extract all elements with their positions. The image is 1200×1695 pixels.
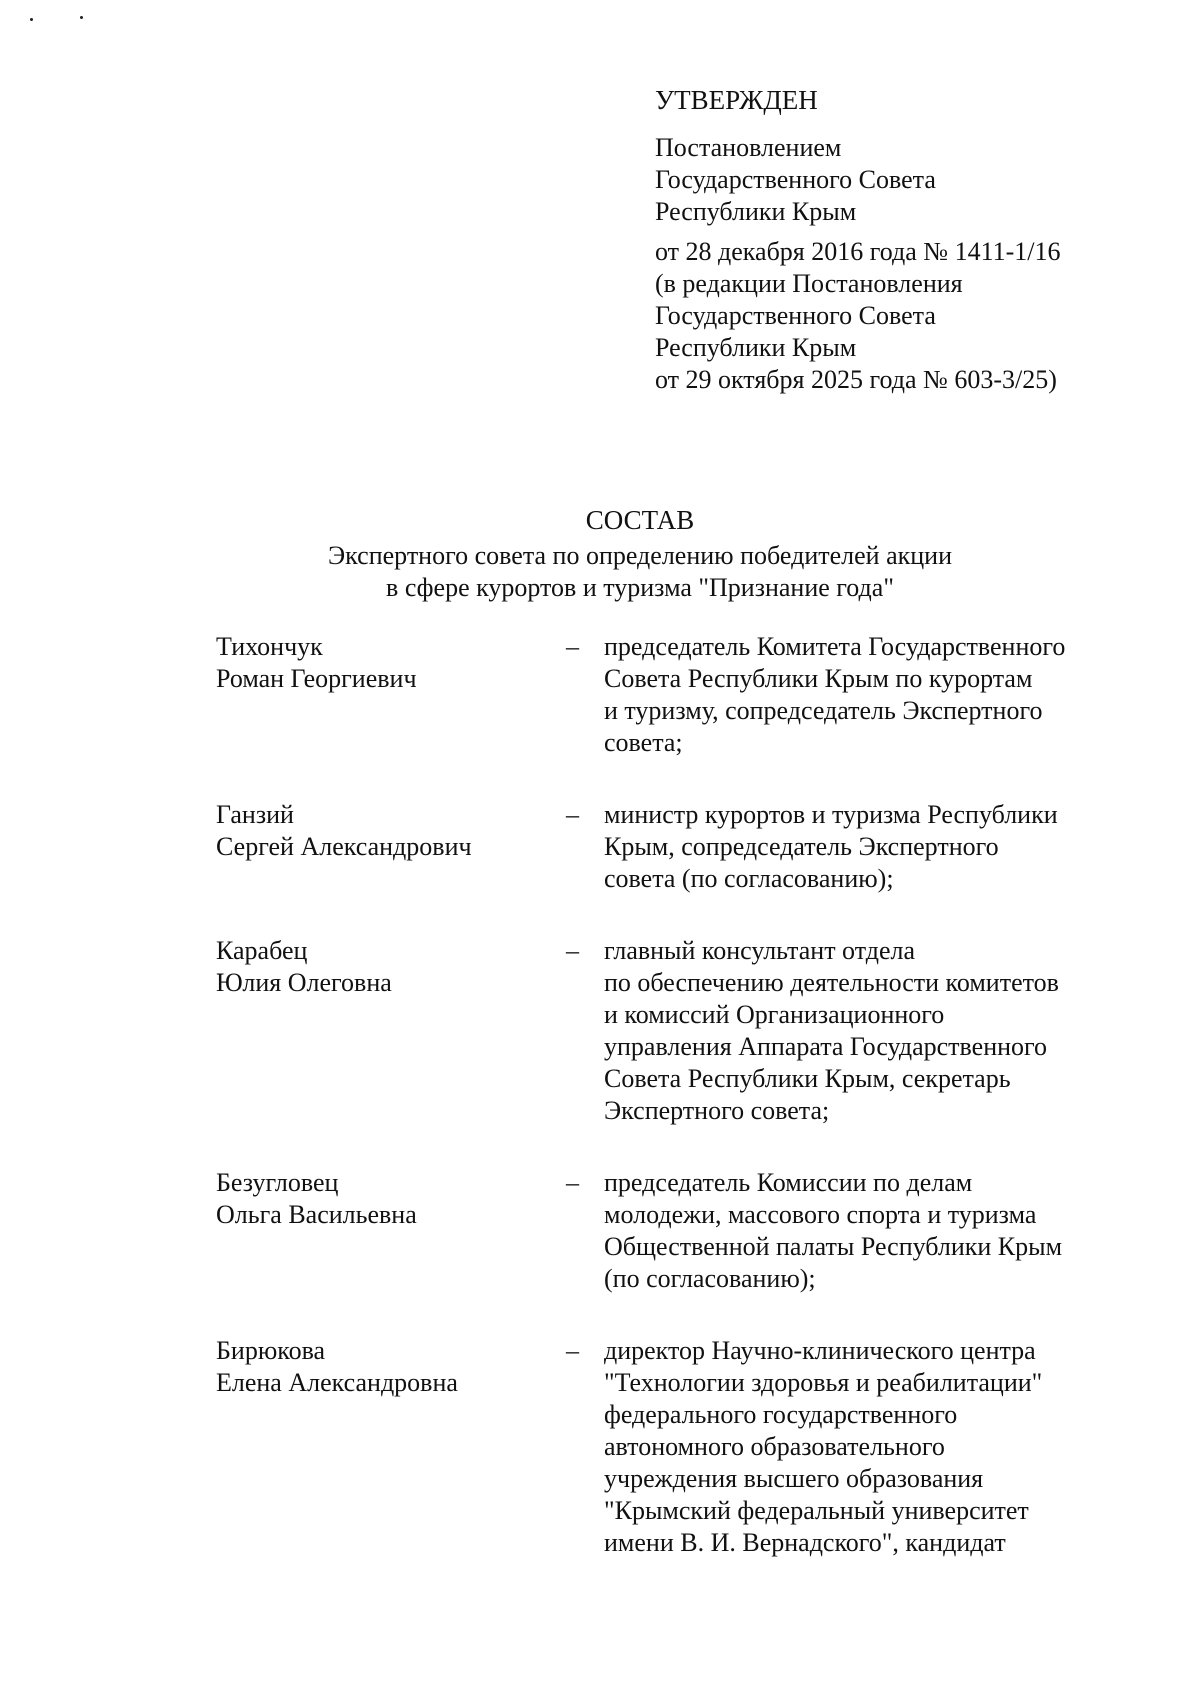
member-surname: Бирюкова [216, 1336, 326, 1365]
approval-date [655, 236, 1175, 396]
approval-date-line: от 29 октября 2025 года № 603-3/25) [655, 365, 1057, 394]
member-role [604, 631, 1176, 759]
member-role-line: учреждения высшего образования [604, 1464, 984, 1493]
member-role [604, 1167, 1176, 1295]
member-role-line: министр курортов и туризма Республики [604, 800, 1058, 829]
member-entry [216, 1167, 1176, 1295]
approved-label: УТВЕРЖДЕН [655, 85, 818, 115]
member-role-line: Общественной палаты Республики Крым [604, 1232, 1063, 1261]
member-name [216, 1167, 566, 1295]
member-name [216, 631, 566, 759]
member-surname: Тихончук [216, 632, 323, 661]
member-dash: – [566, 632, 579, 661]
member-given-names: Ольга Васильевна [216, 1200, 417, 1229]
member-given-names: Сергей Александрович [216, 832, 472, 861]
member-role-line: совета (по согласованию); [604, 864, 894, 893]
member-entry [216, 1335, 1176, 1559]
member-role-line: директор Научно-клинического центра [604, 1336, 1036, 1365]
member-role-line: "Крымский федеральный университет [604, 1496, 1029, 1525]
member-role-line: молодежи, массового спорта и туризма [604, 1200, 1037, 1229]
member-dash: – [566, 800, 579, 829]
member-name [216, 1335, 566, 1559]
approval-date-line: от 28 декабря 2016 года № 1411-1/16 [655, 237, 1061, 266]
document-subtitle-line: Экспертного совета по определению победителей акции [328, 541, 952, 570]
member-role [604, 799, 1176, 895]
approved-by-line: Постановлением [655, 133, 842, 162]
member-role-line: и комиссий Организационного [604, 1000, 945, 1029]
member-surname: Карабец [216, 936, 308, 965]
member-role-line: Совета Республики Крым по курортам [604, 664, 1033, 693]
member-role-line: Совета Республики Крым, секретарь [604, 1064, 1011, 1093]
member-entry [216, 799, 1176, 895]
member-dash: – [566, 936, 579, 965]
document-subtitle-line: в сфере курортов и туризма "Признание года" [386, 573, 894, 602]
member-surname: Безугловец [216, 1168, 339, 1197]
member-role-line: федерального государственного [604, 1400, 958, 1429]
member-name [216, 799, 566, 895]
member-role-line: "Технологии здоровья и реабилитации" [604, 1368, 1043, 1397]
approved-by-line: Государственного Совета [655, 165, 936, 194]
document-heading [0, 504, 1200, 604]
member-role-line: и туризму, сопредседатель Экспертного [604, 696, 1043, 725]
member-role [604, 935, 1176, 1127]
member-entry [216, 631, 1176, 759]
member-role-line: имени В. И. Вернадского", кандидат [604, 1528, 1006, 1557]
member-role [604, 1335, 1176, 1559]
scan-speck [80, 16, 83, 19]
approved-by [655, 132, 1175, 228]
approval-date-line: Республики Крым [655, 333, 857, 362]
member-role-line: Крым, сопредседатель Экспертного [604, 832, 999, 861]
approved-by-line: Республики Крым [655, 197, 857, 226]
member-role-line: автономного образовательного [604, 1432, 945, 1461]
member-role-line: управления Аппарата Государственного [604, 1032, 1048, 1061]
approval-block [655, 84, 1175, 404]
document-title: СОСТАВ [585, 505, 695, 535]
approval-date-line: Государственного Совета [655, 301, 936, 330]
member-role-line: главный консультант отдела [604, 936, 916, 965]
member-role-line: председатель Комитета Государственного [604, 632, 1066, 661]
member-role-line: по обеспечению деятельности комитетов [604, 968, 1059, 997]
member-surname: Ганзий [216, 800, 294, 829]
member-given-names: Юлия Олеговна [216, 968, 392, 997]
members-list [216, 631, 1176, 1559]
member-entry [216, 935, 1176, 1127]
member-role-line: Экспертного совета; [604, 1096, 830, 1125]
member-role-line: совета; [604, 728, 683, 757]
member-role-line: (по согласованию); [604, 1264, 816, 1293]
member-given-names: Роман Георгиевич [216, 664, 417, 693]
approval-date-line: (в редакции Постановления [655, 269, 963, 298]
member-name [216, 935, 566, 1127]
member-dash: – [566, 1336, 579, 1365]
scan-speck [30, 18, 33, 21]
member-given-names: Елена Александровна [216, 1368, 458, 1397]
member-dash: – [566, 1168, 579, 1197]
member-role-line: председатель Комиссии по делам [604, 1168, 973, 1197]
